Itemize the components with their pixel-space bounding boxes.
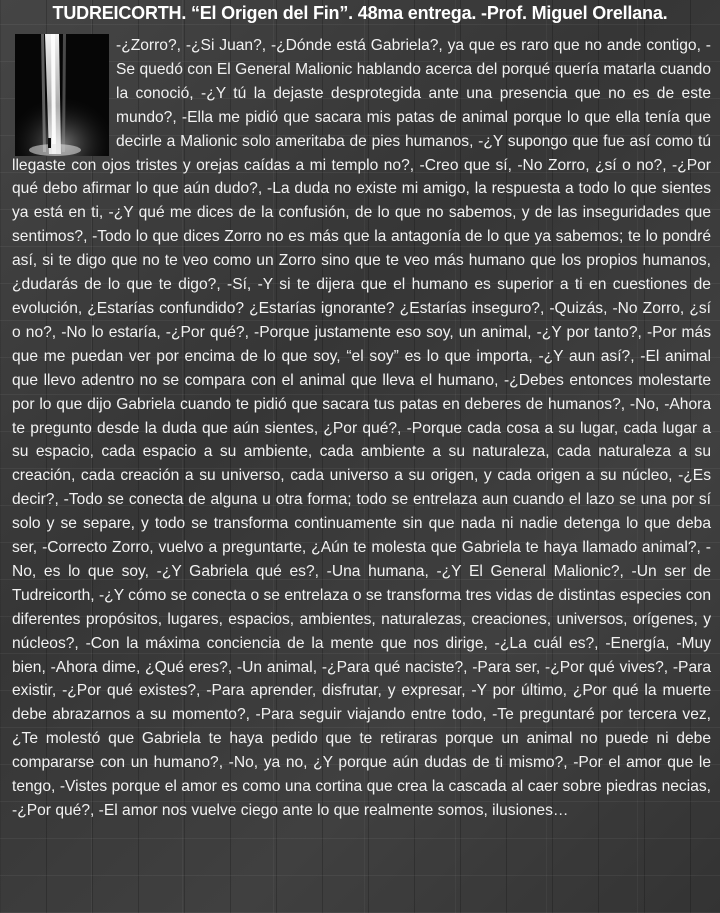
article-body-text: -¿Zorro?, -¿Si Juan?, -¿Dónde está Gabriela?, ya que es raro que no ande contigo, -Se quedó con El General Malionic hablando acerca del porqué quería matarla cuando la conoció, -¿Y tú la dejaste desprotegida ante una presencia que no es de este mundo?, -Ella me pidió que sacara mis patas de animal porque lo que ella tenía que decirle a Malionic solo ameritaba de pies humanos, -¿Y supongo que fue así como tú llegaste con ojos tristes y orejas caídas a mi templo no?, -Creo que sí, -No Zorro, ¿sí o no?, -¿Por qué debo afirmar lo que aún dudo?, -La duda no existe mi amigo, la respuesta a todo lo que sientes ya está en ti, -¿Y qué me dices de la confusión, de lo que no sabemos, y de las inseguridades que sentimos?, -Todo lo que dices Zorro no es más que la antagonía de lo que ya sabemos; te lo pondré así, si te digo que no te veo como un Zorro sino que te veo más humano que los propios humanos, ¿dudarás de lo que te digo?, -Sí, -Y si te dijera que el humano es superior a ti en cuestiones de evolución, ¿Estarías confundido? ¿Estarías ignorante? ¿Estarías inseguro?, -Quizás, -No Zorro, ¿sí o no?, -No lo estaría, -¿Por qué?, -Porque justamente eso soy, un animal, -¿Y por tanto?, -Por más que me puedan ver por encima de lo que soy, “el soy” es lo que importa, -¿Y aun así?, -El animal que llevo adentro no se compara con el animal que lleva el humano, -¿Debes entonces molestarte por lo que dijo Gabriela cuando te pidió que sacara tus patas en deberes de humanos?, -No, -Ahora te pregunto desde la duda que aún sientes, ¿Por qué?, -Porque cada cosa a su lugar, cada lugar a su espacio, cada espacio a su ambiente, cada ambiente a su naturaleza, cada naturaleza a su creación, cada creación a su universo, cada universo a su origen, y cada origen a su núcleo, -¿Es decir?, -Todo se conecta de alguna u otra forma; todo se entrelaza aun cuando el lazo se una por sí solo y se separe, y todo se transforma continuamente sin que nada ni nadie detenga lo que deba ser, -Correcto Zorro, vuelvo a preguntarte, ¿Aún te molesta que Gabriela te haya llamado animal?, -No, es lo que soy, -¿Y Gabriela qué es?, -Una humana, -¿Y El General Malionic?, -Un ser de Tudreicorth, -¿Y cómo se conecta o se entrelaza o se transforma tres vidas de distintas especies con diferentes propósitos, lugares, espacios, ambientes, naturalezas, creaciones, universos, orígenes, y núcleos?, -Con la máxima conciencia de la mente que nos dirige, -¿La cuál es?, -Energía, -Muy bien, -Ahora dime, ¿Qué eres?, -Un animal, -¿Para qué naciste?, -Para ser, -¿Por qué vives?, -Para existir, -¿Por qué existes?, -Para aprender, disfrutar, y expresar, -Y por último, ¿Por qué la muerte debe abrazarnos a su momento?, -Para seguir viajando entre todo, -Te preguntaré por tercera vez, ¿Te molestó que Gabriela te haya pedido que te retiraras porque un animal no puede ni debe compararse con un humano?, -No, ya no, ¿Y porque aún dudas de ti mismo?, -Por el amor que le tengo, -Vistes porque el amor es como una cortina que crea la cascada al caer sobre piedras necias, -¿Por qué?, -El amor nos vuelve ciego ante lo que realmente somos, ilusiones… bbox=[12, 37, 711, 819]
image-wrap-spacer bbox=[12, 34, 116, 152]
article-title: TUDREICORTH. “El Origen del Fin”. 48ma entrega. -Prof. Miguel Orellana. bbox=[52, 3, 668, 23]
article-body bbox=[12, 34, 711, 823]
